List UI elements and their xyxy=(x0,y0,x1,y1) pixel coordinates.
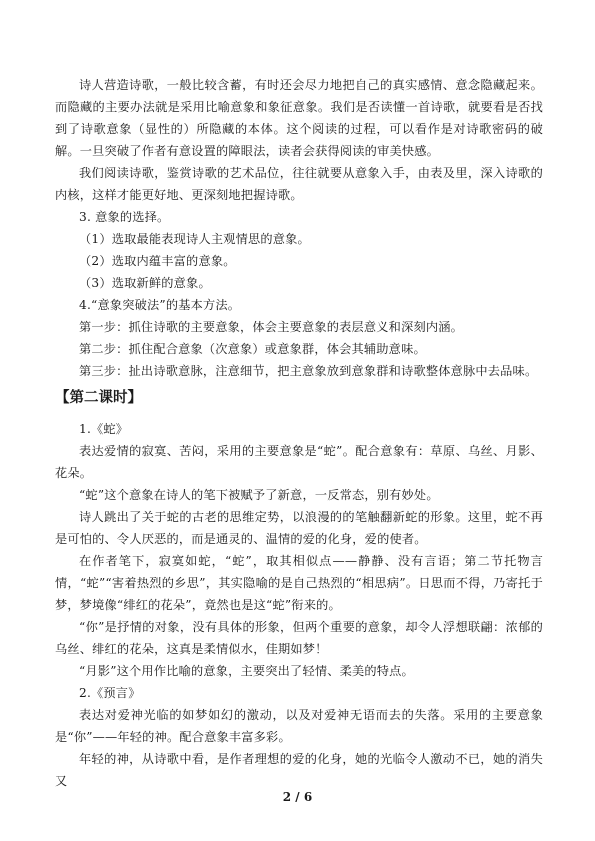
list-item-1: （1）选取最能表现诗人主观情思的意象。 xyxy=(79,232,310,246)
item-4-heading: 4.“意象突破法”的基本方法。 xyxy=(79,298,241,312)
poem-1-theme: 表达爱情的寂寞、苦闷，采用的主要意象是“蛇”。配合意象有：草原、乌丝、月影、花朵。 xyxy=(55,444,543,480)
poem-1-title: 1.《蛇》 xyxy=(79,422,129,436)
poem-1-moon-shadow: “月影”这个用作比喻的意象，主要突出了轻情、柔美的特点。 xyxy=(79,664,414,678)
list-item-2: （2）选取内蕴丰富的意象。 xyxy=(79,254,236,268)
step-3: 第三步：扯出诗歌意脉，注意细节，把主意象放到意象群和诗歌整体意脉中去品味。 xyxy=(79,364,538,378)
step-2: 第二步：抓住配合意象（次意象）或意象群，体会其辅助意味。 xyxy=(79,342,426,356)
paragraph-reading-method: 我们阅读诗歌，鉴赏诗歌的艺术品位，往往就要从意象入手，由表及里，深入诗歌的内核，这样才能更好地、更深刻地把握诗歌。 xyxy=(55,166,543,202)
poem-1-author-view: 在作者笔下，寂寞如蛇，“蛇”，取其相似点——静静、没有言语；第二节托物言情，“蛇”“害着热烈的乡思”，其实隐喻的是自己热烈的“相思病”。日思而不得，乃寄托于梦，梦境像“绯红的花朵”，竟然也是这“蛇”衔来的。 xyxy=(55,554,543,612)
page-number: 2 / 6 xyxy=(282,790,313,804)
section-heading: 【第二课时】 xyxy=(55,390,142,406)
poem-2-young-god: 年轻的神，从诗歌中看，是作者理想的爱的化身，她的光临令人激动不已，她的消失又 xyxy=(55,752,543,788)
poem-2-theme: 表达对爱神光临的如梦如幻的激动，以及对爱神无语而去的失落。采用的主要意象是“你”——年轻的神。配合意象丰富多彩。 xyxy=(55,708,543,744)
poem-1-snake-image: 诗人跳出了关于蛇的古老的思维定势，以浪漫的的笔触翻新蛇的形象。这里，蛇不再是可怕的、令人厌恶的，而是通灵的、温情的爱的化身，爱的使者。 xyxy=(55,510,543,546)
poem-1-you: “你”是抒情的对象，没有具体的形象，但两个重要的意象，却令人浮想联翩：浓郁的乌丝、绯红的花朵，这真是柔情似水，佳期如梦！ xyxy=(55,620,543,656)
poem-2-title: 2.《预言》 xyxy=(79,686,141,700)
step-1: 第一步：抓住诗歌的主要意象，体会主要意象的表层意义和深刻内涵。 xyxy=(79,320,464,334)
page-content xyxy=(55,74,543,792)
list-item-3: （3）选取新鲜的意象。 xyxy=(79,276,211,290)
paragraph-hiding-intent: 诗人营造诗歌，一般比较含蓄，有时还会尽力地把自己的真实感情、意念隐藏起来。而隐藏的主要办法就是采用比喻意象和象征意象。我们是否读懂一首诗歌，就要看是否找到了诗歌意象（显性的）所隐藏的本体。这个阅读的过程，可以看作是对诗歌密码的破解。一旦突破了作者有意设置的障眼法，读者会获得阅读的审美快感。 xyxy=(55,78,543,158)
poem-1-snake-new-meaning: “蛇”这个意象在诗人的笔下被赋予了新意，一反常态，别有妙处。 xyxy=(79,488,439,502)
item-3-heading: 3. 意象的选择。 xyxy=(79,210,170,224)
